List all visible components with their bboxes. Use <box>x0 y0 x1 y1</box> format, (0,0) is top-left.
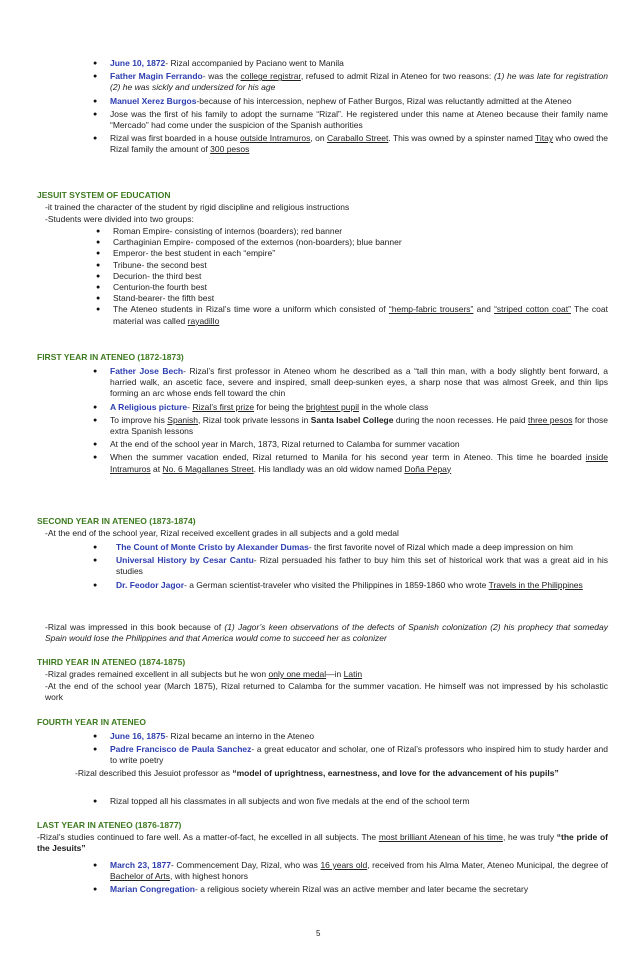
third-year-line-1: -Rizal grades remained excellent in all subjects but he won only one medal—in Latin <box>45 669 363 679</box>
section-heading-last-year: LAST YEAR IN ATENEO (1876-1877) <box>37 820 182 830</box>
section-heading-third-year: THIRD YEAR IN ATENEO (1874-1875) <box>37 657 186 667</box>
list-item: ● Rizal was first boarded in a house outside Intramuros, on Caraballo Street. This was owned by a spinster named Titay who owed the Rizal family the amount of 300 pesos <box>0 133 638 155</box>
list-item: ● Marian Congregation- a religious society wherein Rizal was an active member and later became the secretary <box>0 884 638 895</box>
second-year-impressed: -Rizal was impressed in this book because of (1) Jagor’s keen observations of the defects of Spanish colonization (2) his prophecy that someday Spain would lose the Philippines and that America would come to succeed her as colonizer <box>45 622 608 644</box>
list-item: ● Tribune- the second best <box>0 260 638 271</box>
jesuit-line-2: -Students were divided into two groups: <box>45 214 194 224</box>
list-item: ● A Religious picture- Rizal’s first prize for being the brightest pupil in the whole class <box>0 402 638 413</box>
list-item: ● To improve his Spanish, Rizal took private lessons in Santa Isabel College during the noon recesses. He paid three pesos for those extra Spanish lessons <box>0 415 638 437</box>
list-item: ● Manuel Xerez Burgos-because of his intercession, nephew of Father Burgos, Rizal was reluctantly admitted at the Ateneo <box>0 96 638 107</box>
list-item: ● Roman Empire- consisting of internos (boarders); red banner <box>0 226 638 237</box>
section-heading-jesuit: JESUIT SYSTEM OF EDUCATION <box>37 190 171 200</box>
list-item: ● At the end of the school year in March, 1873, Rizal returned to Calamba for summer vacation <box>0 439 638 450</box>
jesuit-line-1: -it trained the character of the student by rigid discipline and religious instructions <box>45 202 350 212</box>
page-number: 5 <box>316 929 321 938</box>
second-year-line-1: -At the end of the school year, Rizal received excellent grades in all subjects and a gold medal <box>45 528 399 538</box>
last-year-list <box>0 860 638 896</box>
list-item: ● June 10, 1872- Rizal accompanied by Paciano went to Manila <box>0 58 638 69</box>
list-item: ● Padre Francisco de Paula Sanchez- a great educator and scholar, one of Rizal’s professors who inspired him to study harder and to write poetry <box>0 744 638 766</box>
jesuit-list <box>0 226 638 327</box>
fourth-year-list <box>0 731 638 767</box>
section-heading-first-year: FIRST YEAR IN ATENEO (1872-1873) <box>37 352 184 362</box>
list-item: ● Emperor- the best student in each “empire” <box>0 248 638 259</box>
list-item: ● March 23, 1877- Commencement Day, Rizal, who was 16 years old, received from his Alma Mater, Ateneo Municipal, the degree of Bachelor of Arts, with highest honors <box>0 860 638 882</box>
list-item: ● Decurion- the third best <box>0 271 638 282</box>
list-item: ● Father Magin Ferrando- was the college registrar, refused to admit Rizal in Ateneo for two reasons: (1) he was late for registration (2) he was sickly and undersized for his age <box>0 71 638 93</box>
list-item: ● Universal History by Cesar Cantu- Rizal persuaded his father to buy him this set of historical work that was a great aid in his studies <box>0 555 638 577</box>
list-item: ● Centurion-the fourth best <box>0 282 638 293</box>
intro-list <box>0 58 638 156</box>
list-item: ● The Count of Monte Cristo by Alexander Dumas- the first favorite novel of Rizal which made a deep impression on him <box>0 542 638 553</box>
list-item: ● Father Jose Bech- Rizal’s first professor in Ateneo whom he described as a “tall thin man, with a body slightly bent forward, a harried walk, an ascetic face, severe and inspired, small deep-sunken eyes, a sharp nose that was almost Greek, and thin lips forming an arc whose ends fell toward the chin <box>0 366 638 400</box>
first-year-list <box>0 366 638 475</box>
third-year-line-2: -At the end of the school year (March 1875), Rizal returned to Calamba for the summer vacation. He himself was not impressed by his scholastic work <box>45 681 608 703</box>
list-item: ● Jose was the first of his family to adopt the surname “Rizal”. He registered under this name at Ateneo because their family name “Mercado” had come under the suspicion of the Spanish authorities <box>0 109 638 131</box>
list-item: ● June 16, 1875- Rizal became an interno in the Ateneo <box>0 731 638 742</box>
last-year-line-1: -Rizal’s studies continued to fare well. As a matter-of-fact, he excelled in all subjects. The most brilliant Atenean of his time, he was truly “the pride of the Jesuits” <box>37 832 609 854</box>
section-heading-fourth-year: FOURTH YEAR IN ATENEO <box>37 717 146 727</box>
list-item: ● Dr. Feodor Jagor- a German scientist-traveler who visited the Philippines in 1859-1860 who wrote Travels in the Philippines <box>0 580 638 591</box>
list-item: ● The Ateneo students in Rizal’s time wore a uniform which consisted of “hemp-fabric trousers” and “striped cotton coat” The coat material was called rayadillo <box>0 304 638 326</box>
fourth-year-described: -Rizal described this Jesuiot professor as “model of uprightness, earnestness, and love for the advancement of his pupils” <box>75 768 559 778</box>
list-item: ● When the summer vacation ended, Rizal returned to Manila for his second year term in Ateneo. This time he boarded inside Intramuros at No. 6 Magallanes Street. His landlady was an old widow named Doña Pepay <box>0 452 638 474</box>
second-year-list <box>0 542 638 591</box>
section-heading-second-year: SECOND YEAR IN ATENEO (1873-1874) <box>37 516 196 526</box>
list-item: ● Stand-bearer- the fifth best <box>0 293 638 304</box>
fourth-year-list-2 <box>0 796 638 807</box>
list-item: ● Rizal topped all his classmates in all subjects and won five medals at the end of the school term <box>0 796 638 807</box>
list-item: ● Carthaginian Empire- composed of the externos (non-boarders); blue banner <box>0 237 638 248</box>
